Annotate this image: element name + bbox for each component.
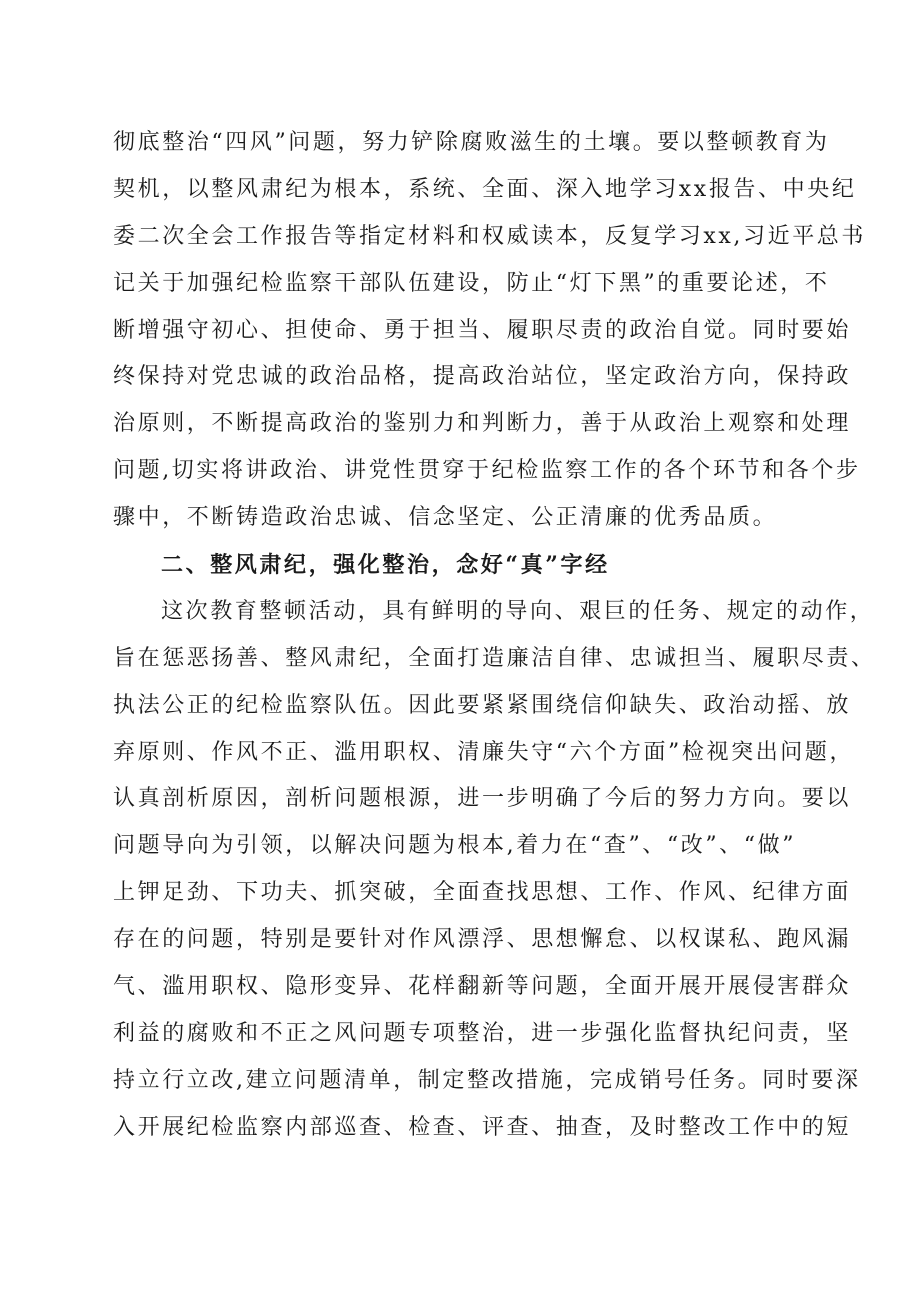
paragraph-line: 气、滥用职权、隐形变异、花样翻新等问题，全面开展开展侵害群众 (113, 974, 852, 1000)
body-text (113, 120, 876, 1152)
paragraph-line: 记关于加强纪检监察干部队伍建设，防止“灯下黑”的重要论述，不 (113, 270, 830, 296)
paragraph-line: 委二次全会工作报告等指定材料和权威读本，反复学习xx,习近平总书 (113, 223, 867, 249)
paragraph-line: 持立行立改,建立问题清单，制定整改措施，完成销号任务。同时要深 (113, 1067, 861, 1093)
paragraph-line: 契机，以整风肃纪为根本，系统、全面、深入地学习xx报告、中央纪 (113, 176, 857, 202)
paragraph-line: 认真剖析原因，剖析问题根源，进一步明确了今后的努力方向。要以 (113, 786, 852, 812)
paragraph-line: 治原则，不断提高政治的鉴别力和判断力，善于从政治上观察和处理 (113, 411, 852, 437)
paragraph-line: 入开展纪检监察内部巡查、检查、评查、抽查，及时整改工作中的短 (113, 1114, 852, 1140)
paragraph-line: 存在的问题，特别是要针对作风漂浮、思想懈怠、以权谋私、跑风漏 (113, 927, 852, 953)
paragraph-line: 弃原则、作风不正、滥用职权、清廉失守“六个方面”检视突出问题， (113, 739, 855, 765)
paragraph-line: 断增强守初心、担使命、勇于担当、履职尽责的政治自觉。同时要始 (113, 317, 852, 343)
paragraph-line: 彻底整治“四风”问题，努力铲除腐败滋生的土壤。要以整顿教育为 (113, 130, 830, 155)
paragraph-line: 这次教育整顿活动，具有鲜明的导向、艰巨的任务、规定的动作， (161, 598, 875, 624)
paragraph-line: 终保持对党忠诚的政治品格，提高政治站位，坚定政治方向，保持政 (113, 364, 852, 390)
paragraph-line: 问题导向为引领，以解决问题为根本,着力在“查”、“改”、“做” (113, 833, 797, 859)
paragraph-line: 执法公正的纪检监察队伍。因此要紧紧围绕信仰缺失、政治动摇、放 (113, 692, 852, 718)
paragraph-line: 上钾足劲、下功夫、抓突破，全面查找思想、工作、作风、纪律方面 (113, 880, 852, 906)
paragraph-line: 旨在惩恶扬善、整风肃纪，全面打造廉洁自律、忠诚担当、履职尽责、 (113, 645, 876, 671)
section-heading: 二、整风肃纪，强化整治，念好“真”字经 (161, 552, 610, 579)
paragraph-line: 骤中，不断铸造政治忠诚、信念坚定、公正清廉的优秀品质。 (113, 505, 778, 531)
paragraph-line: 问题,切实将讲政治、讲党性贯穿于纪检监察工作的各个环节和各个步 (113, 458, 861, 484)
paragraph-line: 利益的腐败和不正之风问题专项整治，进一步强化监督执纪问责，坚 (113, 1020, 852, 1046)
